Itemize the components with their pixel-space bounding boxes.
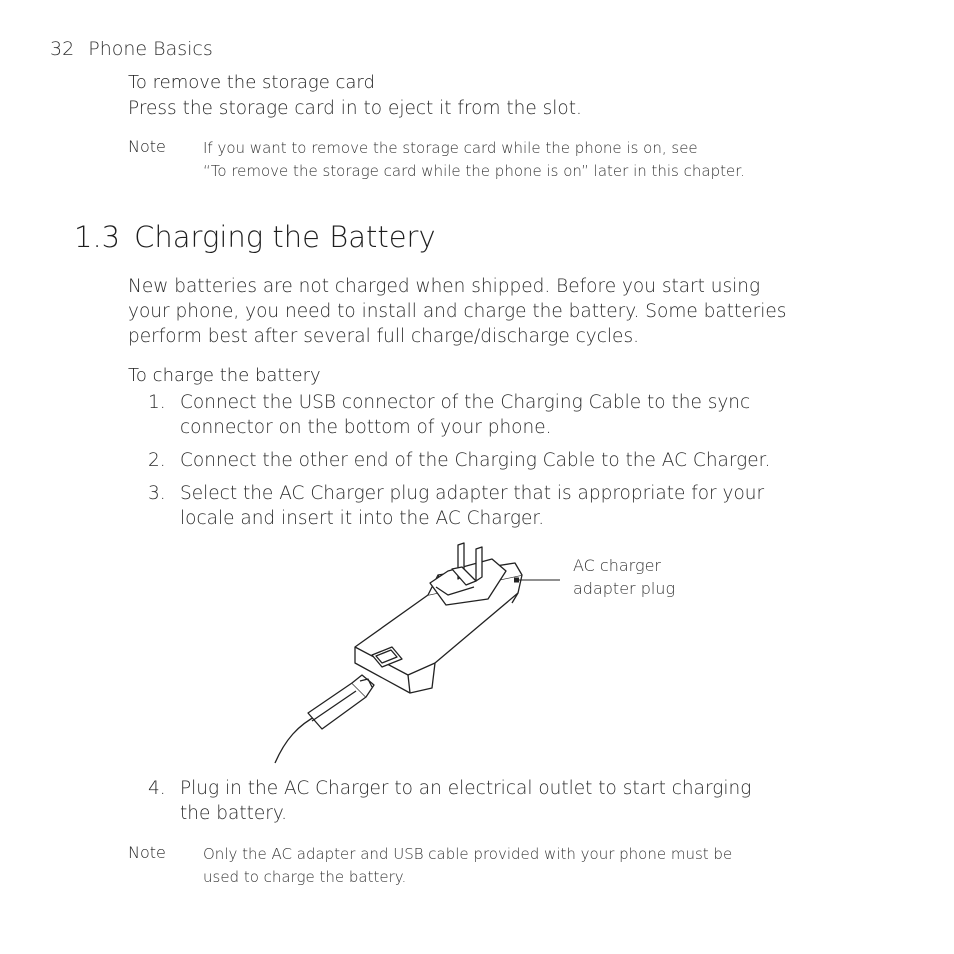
note-line: used to charge the battery.	[203, 868, 407, 886]
note-label: Note	[128, 137, 166, 156]
usb-connector	[308, 675, 374, 729]
header-section-title: Phone Basics	[88, 38, 213, 60]
intro-line: New batteries are not charged when shipped. Before you start using	[128, 276, 761, 297]
note-text	[203, 137, 745, 183]
step-line: Connect the USB connector of the Charging Cable to the sync	[180, 392, 751, 413]
final-note-label: Note	[128, 843, 166, 862]
step-line: Connect the other end of the Charging Cable to the AC Charger.	[180, 450, 771, 471]
step-text	[180, 448, 868, 473]
step-line: locale and insert it into the AC Charger.	[180, 508, 545, 529]
steps-list-1-3	[148, 390, 868, 531]
remove-card-heading: To remove the storage card	[128, 72, 375, 93]
step-number: 2.	[148, 450, 166, 471]
intro-line: your phone, you need to install and charge the battery. Some batteries	[128, 301, 787, 322]
step-line: Plug in the AC Charger to an electrical outlet to start charging	[180, 778, 752, 799]
note-line: Only the AC adapter and USB cable provided with your phone must be	[203, 845, 733, 863]
step-text	[180, 390, 868, 440]
cable	[275, 715, 318, 763]
callout-line: adapter plug	[573, 579, 676, 598]
section-number: 1.3	[74, 220, 121, 254]
step-text	[180, 481, 868, 531]
step-line: Select the AC Charger plug adapter that is appropriate for your	[180, 483, 765, 504]
note-line: “To remove the storage card while the phone is on” later in this chapter.	[203, 162, 745, 180]
step-number: 3.	[148, 483, 166, 504]
final-note-text	[203, 843, 732, 889]
step-item	[148, 776, 868, 826]
charge-heading: To charge the battery	[128, 365, 321, 386]
note-line: If you want to remove the storage card while the phone is on, see	[203, 139, 698, 157]
step-number: 1.	[148, 392, 166, 413]
remove-card-text: Press the storage card in to eject it from the slot.	[128, 98, 582, 119]
steps-list-4	[148, 776, 868, 826]
page-header	[50, 38, 213, 60]
section-title: Charging the Battery	[134, 220, 436, 254]
step-line: connector on the bottom of your phone.	[180, 417, 552, 438]
intro-line: perform best after several full charge/discharge cycles.	[128, 326, 639, 347]
step-text	[180, 776, 868, 826]
step-item	[148, 448, 868, 473]
section-intro	[128, 274, 786, 349]
step-line: the battery.	[180, 803, 288, 824]
callout-line: AC charger	[573, 556, 661, 575]
section-heading	[74, 220, 436, 254]
callout-marker	[514, 578, 519, 583]
step-item	[148, 481, 868, 531]
figure-callout	[573, 554, 675, 600]
step-item	[148, 390, 868, 440]
page-number: 32	[50, 38, 75, 60]
ac-charger-illustration	[260, 535, 560, 770]
step-number: 4.	[148, 778, 166, 799]
